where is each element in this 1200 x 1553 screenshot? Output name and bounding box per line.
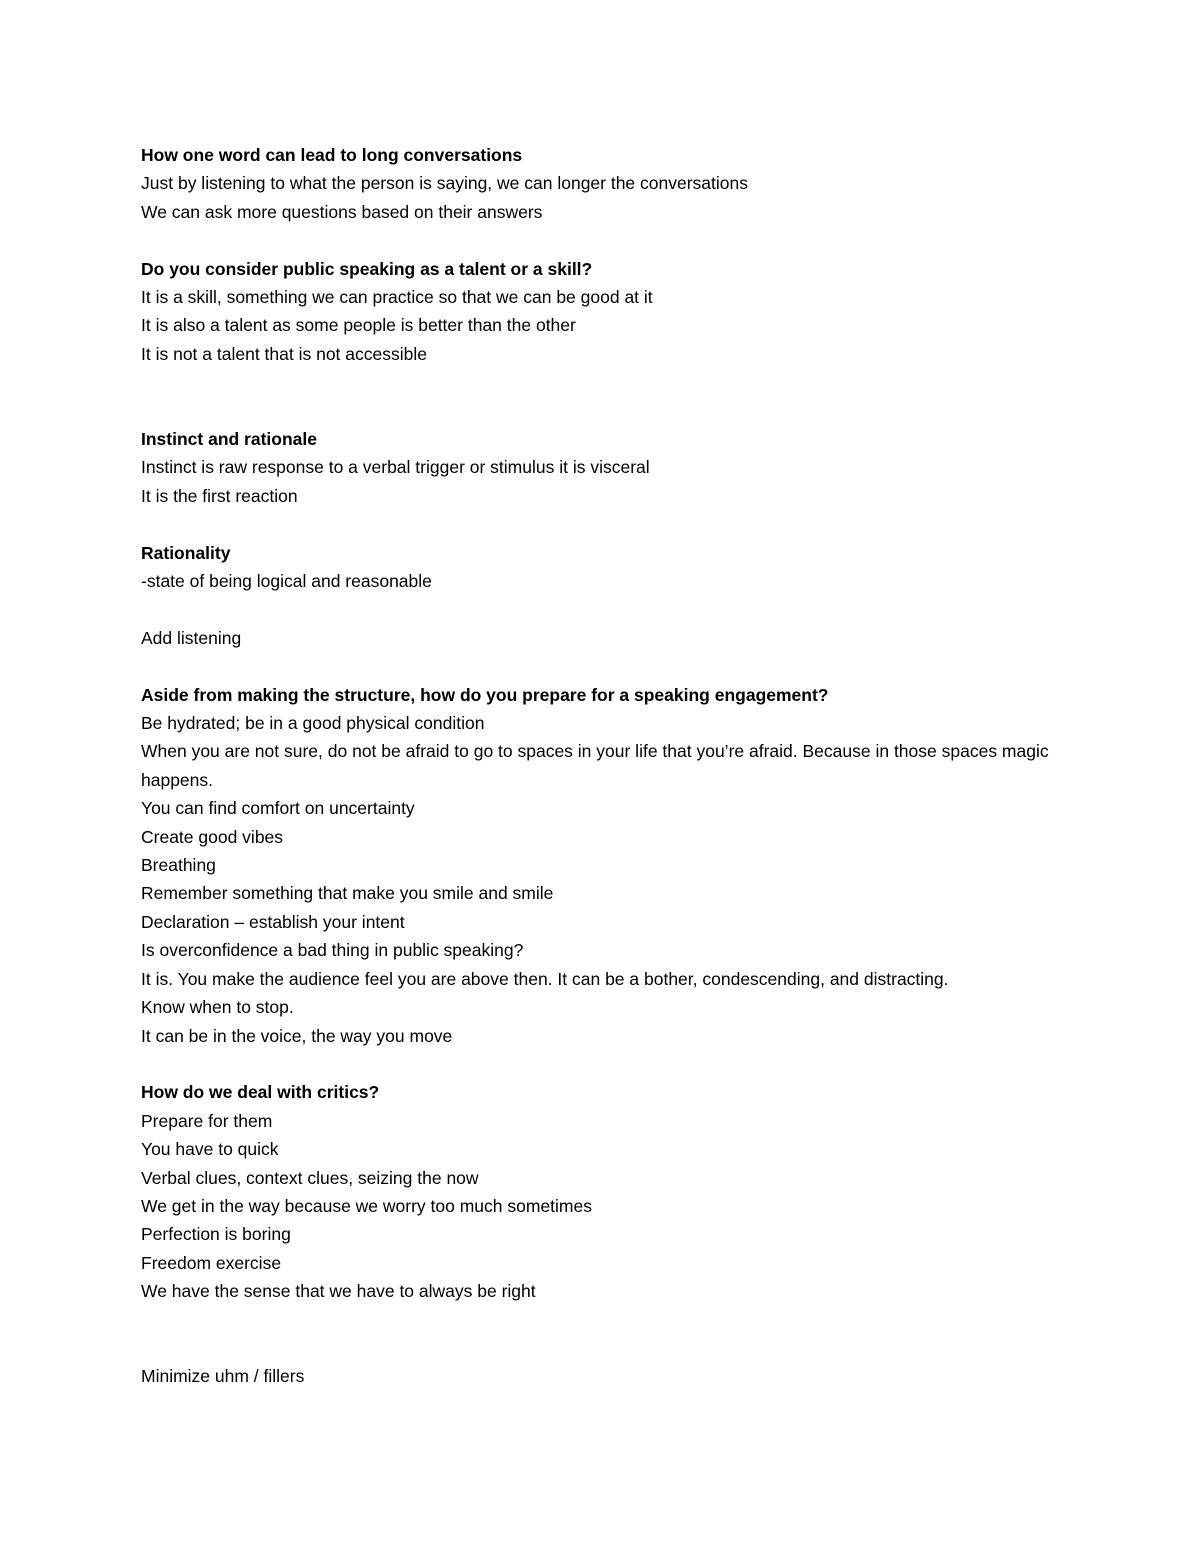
text-line: Minimize uhm / fillers	[141, 1366, 305, 1387]
blank-line	[141, 652, 1081, 680]
blank-line	[141, 1050, 1081, 1078]
text-line: Just by listening to what the person is saying, we can longer the conversations	[141, 173, 749, 194]
text-line: It is a skill, something we can practice so that we can be good at it	[141, 287, 653, 308]
text-line: Breathing	[141, 855, 216, 876]
text-line: Prepare for them	[141, 1110, 273, 1131]
blank-line	[141, 1334, 1081, 1362]
blank-line	[141, 595, 1081, 623]
blank-line	[141, 397, 1081, 425]
blank-line	[141, 368, 1081, 396]
text-line: Create good vibes	[141, 826, 284, 847]
text-line: Instinct is raw response to a verbal trigger or stimulus it is visceral	[141, 457, 650, 478]
text-line: It is not a talent that is not accessible	[141, 343, 427, 364]
blank-line	[141, 510, 1081, 538]
text-line: Is overconfidence a bad thing in public speaking?	[141, 940, 524, 961]
text-line: When you are not sure, do not be afraid to go to spaces in your life that you’re afraid. Because in those spaces magic happens.	[141, 741, 1054, 790]
heading-prepare: Aside from making the structure, how do you prepare for a speaking engagement?	[141, 684, 829, 705]
text-line: Perfection is boring	[141, 1224, 291, 1245]
text-line: It is. You make the audience feel you are above then. It can be a bother, condescending, and distracting.	[141, 968, 949, 989]
heading-instinct: Instinct and rationale	[141, 429, 317, 450]
heading-rationality: Rationality	[141, 542, 231, 563]
text-line: Be hydrated; be in a good physical condition	[141, 713, 485, 734]
heading-critics: How do we deal with critics?	[141, 1082, 380, 1103]
blank-line	[141, 226, 1081, 254]
text-line: We get in the way because we worry too much sometimes	[141, 1195, 592, 1216]
text-line: We can ask more questions based on their answers	[141, 201, 543, 222]
text-line: Declaration – establish your intent	[141, 911, 405, 932]
text-line: Freedom exercise	[141, 1252, 282, 1273]
text-line: Verbal clues, context clues, seizing the now	[141, 1167, 479, 1188]
text-line: -state of being logical and reasonable	[141, 571, 432, 592]
heading-one-word: How one word can lead to long conversations	[141, 145, 523, 165]
text-line: It can be in the voice, the way you move	[141, 1025, 453, 1046]
text-line: You can find comfort on uncertainty	[141, 798, 415, 819]
text-line: It is the first reaction	[141, 485, 298, 506]
blank-line	[141, 1306, 1081, 1334]
text-line: You have to quick	[141, 1139, 279, 1160]
text-line: Know when to stop.	[141, 997, 294, 1018]
document-page	[141, 141, 1081, 1391]
text-line: Add listening	[141, 627, 242, 648]
text-line: We have the sense that we have to always be right	[141, 1281, 536, 1302]
text-line: Remember something that make you smile and smile	[141, 883, 554, 904]
text-line: It is also a talent as some people is better than the other	[141, 315, 576, 336]
heading-talent-or-skill: Do you consider public speaking as a talent or a skill?	[141, 258, 593, 279]
